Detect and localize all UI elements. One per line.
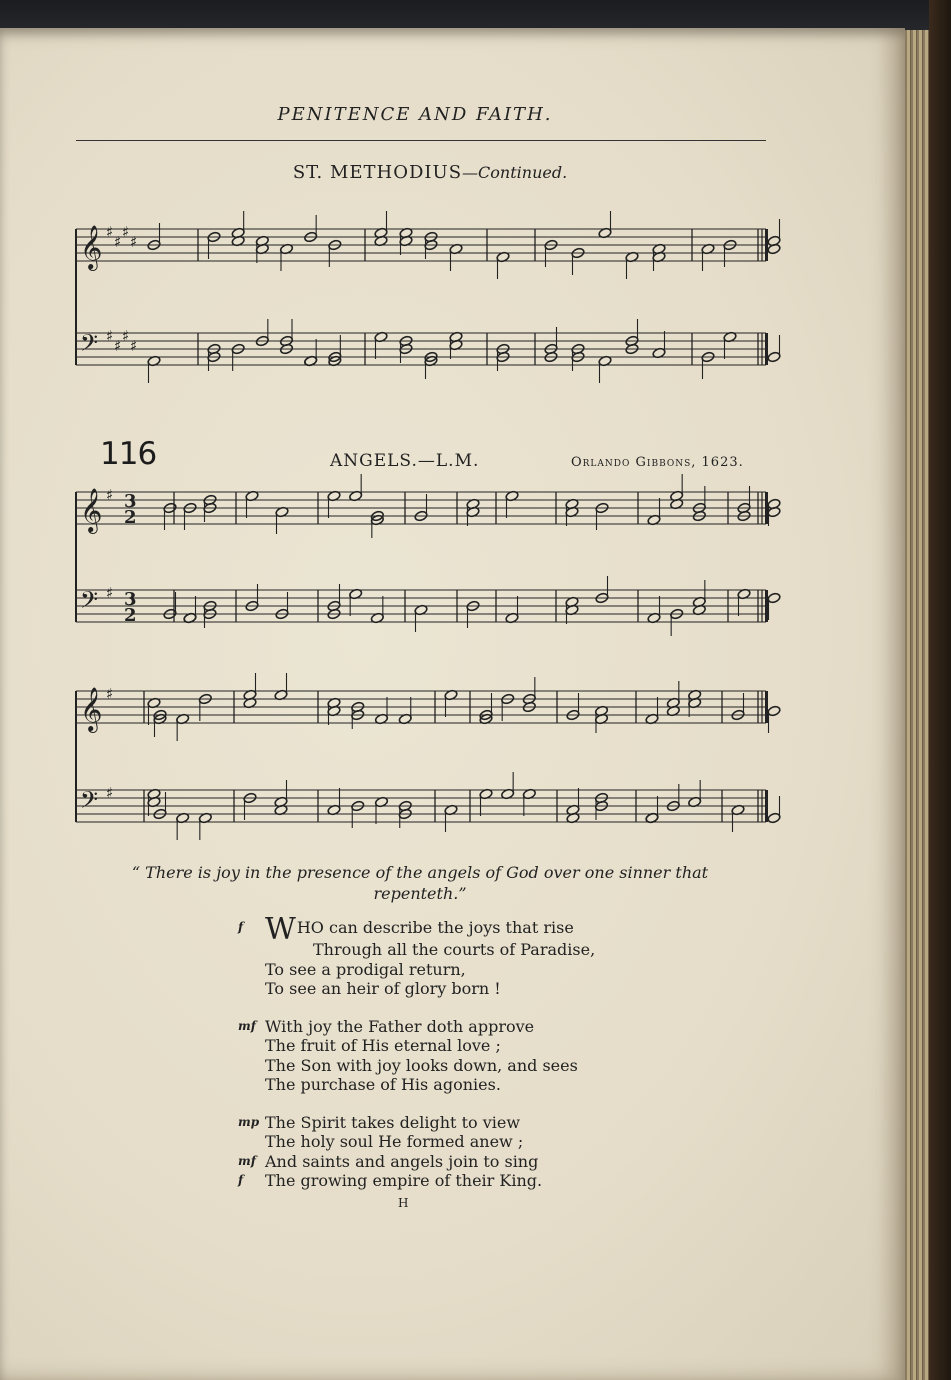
final-barline [765, 790, 768, 822]
final-barline [765, 492, 768, 524]
verse-text: The fruit of His eternal love ; [265, 1036, 501, 1055]
sharp-icon: ♯ [106, 223, 114, 241]
stanza [240, 1113, 660, 1191]
treble-clef-icon: 𝄞 [80, 225, 103, 269]
verse-line [240, 1017, 660, 1037]
continued-label: —Continued. [462, 163, 568, 182]
bass-clef-icon: 𝄢 [80, 586, 99, 619]
sharp-icon: ♯ [130, 337, 138, 355]
dynamic-mark: mp [238, 1114, 260, 1129]
bass-clef-icon: 𝄢 [80, 329, 99, 362]
hymn-number: 116 [100, 436, 157, 472]
stanza [240, 1017, 660, 1095]
verse-text: The growing empire of their King. [265, 1171, 543, 1190]
verse-text: With joy the Father doth approve [265, 1016, 535, 1036]
stanza [238, 912, 660, 999]
verse-line [240, 940, 660, 960]
note-head [767, 812, 781, 824]
time-signature: 2 [124, 507, 137, 528]
note-head [767, 592, 781, 604]
verse-text: To see a prodigal return, [265, 959, 466, 979]
sharp-icon: ♯ [106, 685, 114, 703]
sharp-icon: ♯ [114, 233, 122, 251]
verse-text: HO can describe the joys that rise [296, 918, 574, 937]
verse-line [238, 912, 660, 947]
final-barline [765, 229, 768, 261]
sharp-icon: ♯ [122, 223, 130, 241]
verse-line [240, 1171, 660, 1191]
time-signature: 3 [124, 491, 137, 512]
sharp-icon: ♯ [106, 584, 114, 602]
time-signature: 3 [124, 589, 137, 610]
treble-clef-icon: 𝄞 [80, 488, 103, 532]
dynamic-mark: f [238, 920, 244, 934]
sharp-icon: ♯ [114, 337, 122, 355]
time-signature: 2 [124, 605, 137, 626]
verse-line [240, 960, 660, 980]
dynamic-mark: mf [238, 1018, 256, 1033]
dynamic-mark: mf [238, 1153, 256, 1168]
sharp-icon: ♯ [106, 486, 114, 504]
verse-text: Through all the courts of Paradise, [313, 940, 596, 959]
verse-text: The Spirit takes delight to view [265, 1112, 521, 1132]
verse-text: And saints and angels join to sing [265, 1151, 539, 1171]
note-head [767, 705, 781, 717]
verse-text: The Son with joy looks down, and sees [265, 1055, 578, 1075]
verse-text: To see an heir of glory born ! [265, 979, 501, 998]
final-barline [765, 691, 768, 723]
verse-line [240, 1113, 660, 1133]
final-barline [765, 590, 768, 622]
drop-cap: W [265, 912, 296, 947]
tune-title: ANGELS.—L.M. [330, 451, 480, 471]
signature-mark: H [398, 1196, 409, 1210]
treble-clef-icon: 𝄞 [80, 687, 103, 731]
verse-text: The purchase of His agonies. [265, 1075, 501, 1094]
composer: Orlando Gibbons, 1623. [571, 455, 744, 470]
epigraph: “ There is joy in the presence of the angels of God over one sinner that repenteth.” [131, 863, 709, 903]
verses [238, 912, 660, 1209]
continued-tune-name: ST. METHODIUS [292, 162, 463, 183]
sharp-icon: ♯ [106, 327, 114, 345]
verse-line [240, 1056, 660, 1076]
running-head: PENITENCE AND FAITH. [277, 104, 553, 125]
sharp-icon: ♯ [130, 233, 138, 251]
dynamic-mark: f [238, 1173, 244, 1187]
note-head [767, 351, 781, 363]
verse-line [240, 1075, 660, 1095]
verse-line [240, 1152, 660, 1172]
bass-clef-icon: 𝄢 [80, 786, 99, 819]
verse-line [240, 979, 660, 999]
final-barline [765, 333, 768, 365]
verse-line [240, 1132, 660, 1152]
sharp-icon: ♯ [122, 327, 130, 345]
sharp-icon: ♯ [106, 784, 114, 802]
verse-line [240, 1036, 660, 1056]
verse-text: The holy soul He formed anew ; [265, 1132, 524, 1151]
